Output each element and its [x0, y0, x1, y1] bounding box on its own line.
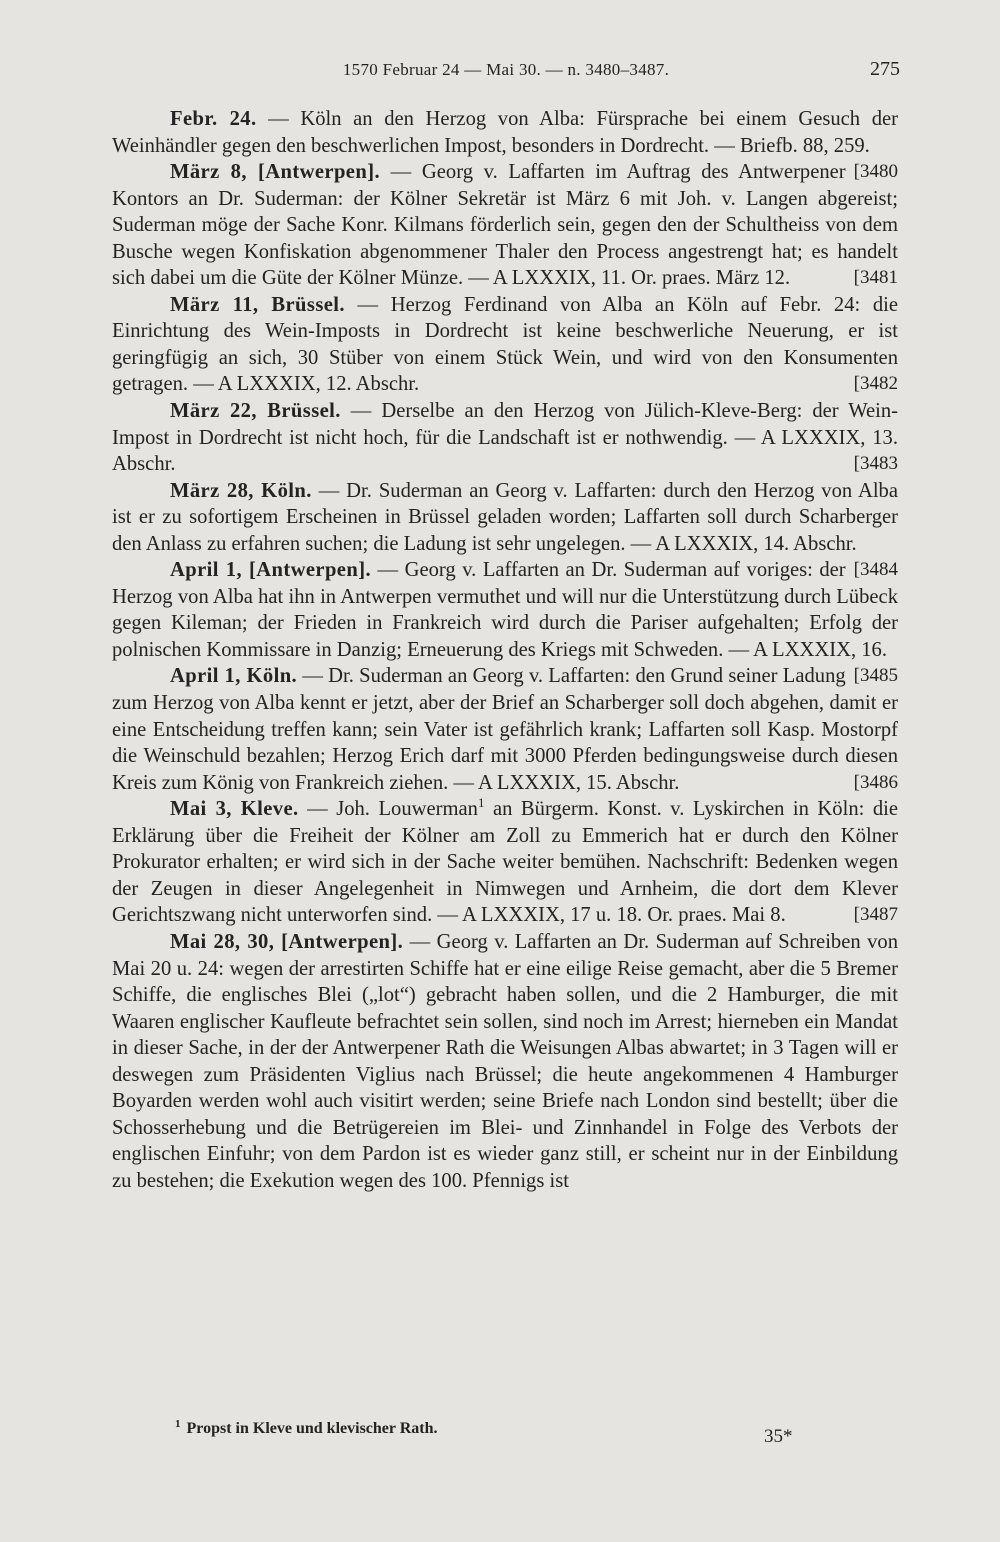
regesta-entries — [112, 106, 898, 1194]
entry-text: — Georg v. Laffarten im Auftrag des Antwerpener Kontors an Dr. Suderman: der Kölner Sekretär ist März 6 mit Joh. v. Langen abgereist; Suderman möge der Sache Konr. Kilmans förderlich sein, gegen den der Schultheiss von dem Busche wegen Konfiskation abgenommener Thaler den Process angestrengt hat; es handelt sich dabei um die Güte der Kölner Münze. — A LXXXIX, 11. Or. praes. März 12. — [112, 161, 898, 290]
page-number: 275 — [870, 58, 900, 80]
entry-3486 — [112, 663, 898, 796]
entry-3487 — [112, 796, 898, 929]
entry-text: — Georg v. Laffarten an Dr. Suderman auf Schreiben von Mai 20 u. 24: wegen der arrestirten Schiffe hat er eine eilige Reise gemacht, aber die 5 Bremer Schiffe, die englisches Blei („lot“) gebracht haben sollen, und die 2 Hamburger, die mit Waaren englischer Kaufleute befrachtet sein sollen, sind noch im Arrest; hierneben ein Mandat in dieser Sache, in der der Antwerpener Rath die Weisungen Albas abwartet; in 3 Tagen will er deswegen zum Präsidenten Viglius nach Brüssel; die heute angekommenen 4 Hamburger Boyarden werden wohl auch visitirt werden; seine Briefe nach London sind bestellt; über die Schosserhebung und die Betrügereien im Blei- und Zinnhandel in Folge des Verbots der englischen Einfuhr; von dem Pardon ist es wieder ganz still, er scheint nur in der Einbildung zu bestehen; die Exekution wegen des 100. Pfennigs ist — [112, 930, 898, 1192]
entry-number: [3487 — [853, 904, 898, 926]
footnote-text: Propst in Kleve und klevischer Rath. — [186, 1420, 438, 1437]
page-header — [112, 60, 900, 90]
running-head: 1570 Februar 24 — Mai 30. — n. 3480–3487. — [342, 60, 670, 79]
entry-date: März 8, [Antwerpen]. — [170, 161, 381, 184]
footnote-mark: 1 — [477, 795, 485, 811]
entry-number: [3486 — [853, 771, 898, 793]
entry-date: März 28, Köln. — [170, 479, 312, 502]
entry-date: April 1, [Antwerpen]. — [170, 559, 372, 582]
entry-number: [3483 — [853, 453, 898, 475]
entry-text: — Herzog Ferdinand von Alba an Köln auf Febr. 24: die Einrichtung des Wein-Imposts in Dordrecht ist keine beschwerliche Neuerung, er ist geringfügig an sich, 30 Stüber von einem Stück Wein, und wird von den Konsumenten getragen. — A LXXXIX, 12. Abschr. — [112, 293, 898, 396]
entry-date: Mai 28, 30, [Antwerpen]. — [170, 930, 404, 953]
entry-date: März 11, Brüssel. — [170, 293, 345, 316]
entry-text: — Dr. Suderman an Georg v. Laffarten: durch den Herzog von Alba ist er zu sofortigem Erscheinen in Brüssel geladen worden; Laffarten soll durch Scharberger den Anlass zu erfahren suchen; die Ladung ist sehr ungelegen. — A LXXXIX, 14. Abschr. — [112, 479, 898, 555]
entry-number: [3482 — [853, 373, 898, 395]
entry-date: Mai 3, Kleve. — [170, 798, 299, 821]
entry-text: — Joh. Louwerman — [298, 798, 478, 821]
entry-date: März 22, Brüssel. — [170, 400, 341, 423]
entry-text: — Georg v. Laffarten an Dr. Suderman auf voriges: der Herzog von Alba hat ihn in Antwerpen vermuthet und will nur die Unterstützung durch Lübeck gegen Kileman; der Frieden in Frankreich wird durch die Pariser aufgehalten; Erfolg der polnischen Kommissare in Danzig; Erneuerung des Kriegs mit Schweden. — A LXXXIX, 16. — [112, 559, 898, 661]
entry-date: April 1, Köln. — [170, 665, 298, 688]
entry-text: — Dr. Suderman an Georg v. Laffarten: den Grund seiner Ladung zum Herzog von Alba kennt er jetzt, aber der Brief an Scharberger soll doch abgehen, damit er eine Entscheidung treffen kann; sein Vater ist gefährlich krank; Laffarten soll Kasp. Mostorpf die Weinschuld bezahlen; Herzog Erich darf mit 3000 Pferden bedingungsweise durch diesen Kreis zum König von Frankreich ziehen. — A LXXXIX, 15. Abschr. — [112, 665, 898, 794]
entry-date: Febr. 24. — [170, 108, 257, 130]
entry-text: an Bürgerm. Konst. v. Lyskirchen in Köln: die Erklärung über die Freiheit der Kölner am Zoll zu Emmerich hat er durch den Kölner Prokurator erhalten; er wird sich in der Sache weiter bemühen. Nachschrift: Bedenken wegen der Zeugen in dieser Angelegenheit in Nimwegen und Arnheim, die dort dem Klever Gerichtszwang nicht unterworfen sind. — A LXXXIX, 17 u. 18. Or. praes. Mai 8. — [112, 798, 898, 927]
entry-text: — Derselbe an den Herzog von Jülich-Kleve-Berg: der Wein-Impost in Dordrecht ist nicht hoch, für die Landschaft ist er nothwendig. — A LXXXIX, 13. Abschr. — [112, 400, 898, 476]
footnote-digit: 1 — [175, 1417, 181, 1430]
printer-signature: 35* — [764, 1426, 793, 1447]
entry-continuing — [112, 929, 898, 1194]
entry-3482 — [112, 292, 898, 398]
entry-number: [3481 — [853, 267, 898, 289]
entry-number: [3485 — [853, 665, 898, 687]
entry-number: [3480 — [853, 161, 898, 183]
entry-text: — Köln an den Herzog von Alba: Fürsprache bei einem Gesuch der Weinhändler gegen den beschwerlichen Impost, besonders in Dordrecht. — Briefb. 88, 259. — [112, 108, 899, 157]
entry-number: [3484 — [853, 559, 898, 581]
footnote — [175, 1417, 438, 1438]
entry-3483 — [112, 398, 898, 478]
entry-3481 — [112, 159, 898, 292]
